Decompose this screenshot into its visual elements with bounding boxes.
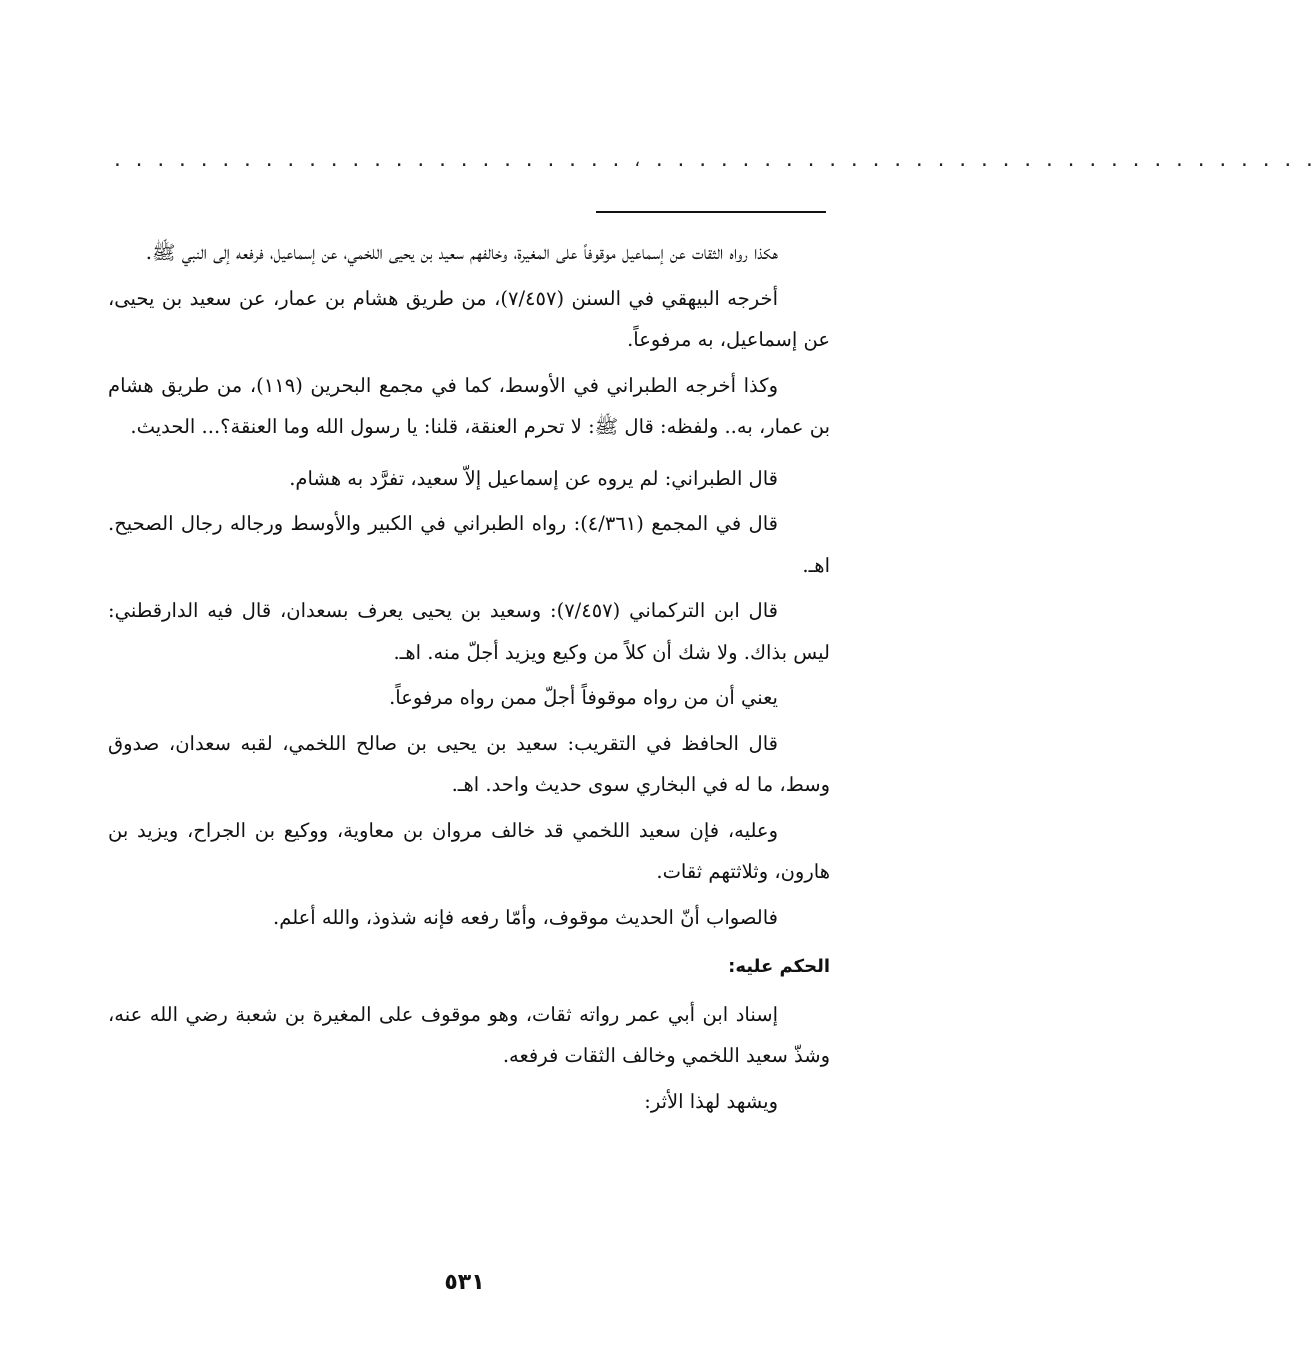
footnote-dotted-separator: . . . . . . . . . . . . . . . . . . . . . . . . ، . . . . . . . . . . . . . . . . . . . . . . . . . . . . . . .: [112, 150, 1315, 171]
paragraph: يعني أن من رواه موقوفاً أجلّ ممن رواه مرفوعاً.: [389, 686, 778, 709]
paragraph: قال الطبراني: لم يروه عن إسماعيل إلاّ سعيد، تفرَّد به هشام.: [289, 466, 778, 490]
horizontal-rule: [596, 211, 826, 213]
paragraph: قال الحافظ في التقريب: سعيد بن يحيى بن صالح اللخمي، لقبه سعدان، صدوق وسط، ما له في البخاري سوى حديث واحد. اهـ.: [108, 731, 830, 796]
paragraph: هكذا رواه الثقات عن إسماعيل موقوفاً على المغيرة، وخالفهم سعيد بن يحيى اللخمي، عن إسماعيل، فرفعه إلى النبي ﷺ.: [145, 241, 778, 264]
section-heading: الحكم عليه:: [728, 956, 830, 977]
paragraph: قال ابن التركماني (٧/٤٥٧): وسعيد بن يحيى يعرف بسعدان، قال فيه الدارقطني: ليس بذاك. ولا شك أن كلاً من وكيع ويزيد أجلّ منه. اهـ.: [108, 599, 830, 664]
paragraph: أخرجه البيهقي في السنن (٧/٤٥٧)، من طريق هشام بن عمار، عن سعيد بن يحيى، عن إسماعيل، به مرفوعاً.: [108, 286, 830, 351]
paragraph: وعليه، فإن سعيد اللخمي قد خالف مروان بن معاوية، ووكيع بن الجراح، ويزيد بن هارون، وثلاثتهم ثقات.: [108, 818, 830, 883]
paragraph: إسناد ابن أبي عمر رواته ثقات، وهو موقوف على المغيرة بن شعبة رضي الله عنه، وشذّ سعيد اللخمي وخالف الثقات فرفعه.: [108, 1002, 830, 1067]
paragraph: قال في المجمع (٤/٣٦١): رواه الطبراني في الكبير والأوسط ورجاله رجال الصحيح. اهـ.: [108, 512, 830, 577]
main-text: [108, 232, 830, 1126]
paragraph: وكذا أخرجه الطبراني في الأوسط، كما في مجمع البحرين (١١٩)، من طريق هشام بن عمار، به.. ولفظه: قال ﷺ: لا تحرم العنقة، قلنا: يا رسول الله وما العنقة؟... الحديث.: [108, 373, 830, 438]
paragraph: فالصواب أنّ الحديث موقوف، وأمّا رفعه فإنه شذوذ، والله أعلم.: [273, 905, 778, 929]
paragraph: ويشهد لهذا الأثر:: [644, 1089, 778, 1113]
page-number: ٥٣١: [444, 1270, 485, 1295]
